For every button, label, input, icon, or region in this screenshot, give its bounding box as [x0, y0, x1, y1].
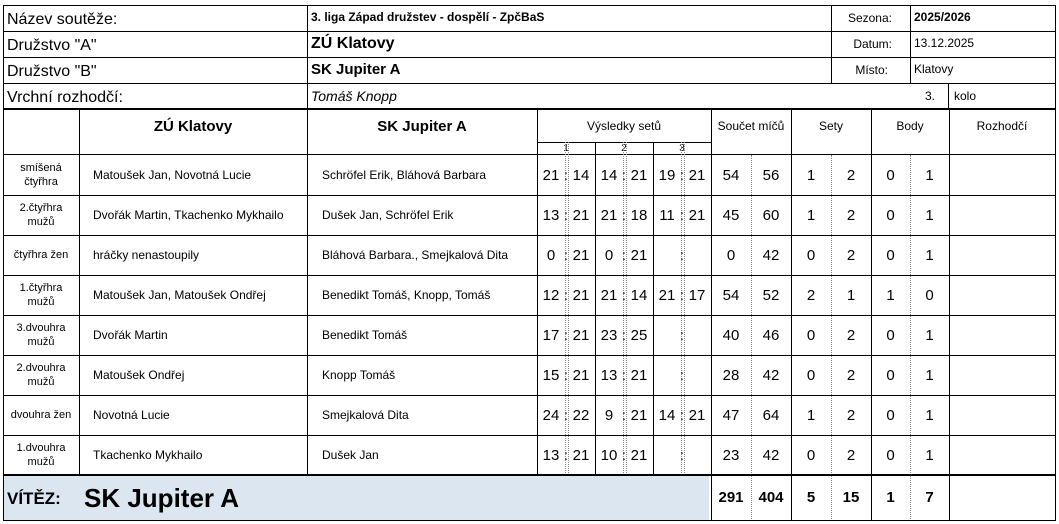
- round-number: 3.: [925, 89, 936, 103]
- set-score-separator: :: [564, 247, 568, 263]
- sets-won-a: 0: [806, 367, 816, 384]
- sets-won-a: 0: [806, 247, 816, 264]
- season-label: Sezona:: [847, 11, 892, 25]
- set1-score-b: 14: [572, 167, 590, 184]
- set3-score-a: 11: [659, 207, 675, 224]
- round-label: kolo: [954, 89, 977, 103]
- competition-value: 3. liga Západ družstev - dospělí - ZpčBaS: [311, 10, 545, 24]
- row-line: [3, 315, 1056, 316]
- col-set-2: 2: [621, 143, 627, 154]
- col-body: Body: [896, 119, 924, 133]
- points-sum-a: 47: [722, 407, 740, 424]
- header-line-2: [3, 57, 1056, 58]
- points-sum-b: 64: [762, 407, 780, 424]
- sets-won-b: 1: [846, 287, 856, 304]
- col-team-b: SK Jupiter A: [377, 118, 467, 135]
- set3-score-b: 21: [688, 207, 706, 224]
- set2-score-a: 13: [600, 367, 618, 384]
- set2-score-a: 21: [600, 207, 618, 224]
- team-a-value: ZÚ Klatovy: [311, 35, 395, 52]
- set1-score-a: 24: [542, 407, 560, 424]
- body-b: 1: [925, 207, 934, 224]
- col-sets: Sety: [818, 119, 843, 133]
- discipline: 1.čtyřhra mužů: [19, 282, 63, 308]
- set1-score-a: 13: [542, 447, 560, 464]
- date-value: 13.12.2025: [914, 36, 975, 50]
- col-set-results: Výsledky setů: [586, 119, 662, 133]
- body-b: 1: [925, 167, 934, 184]
- points-sum-b: 60: [762, 207, 780, 224]
- body-b: 1: [925, 367, 934, 384]
- player-b: Smejkalová Dita: [322, 408, 409, 422]
- header-line-4: [3, 108, 1056, 110]
- col-points-sum: Součet míčů: [717, 119, 785, 133]
- col-line-b: [307, 109, 308, 475]
- total-sets-a: 5: [806, 489, 816, 506]
- set-score-separator: :: [622, 447, 626, 463]
- totals-top-line: [3, 474, 1056, 476]
- points-sum-a: 45: [722, 207, 740, 224]
- set2-score-b: 21: [630, 367, 648, 384]
- set2-score-a: 14: [600, 167, 618, 184]
- set2-score-a: 21: [600, 287, 618, 304]
- set-score-separator: :: [680, 447, 684, 463]
- set2-score-b: 25: [630, 327, 648, 344]
- referee-label: Vrchní rozhodčí:: [7, 89, 123, 106]
- discipline: 3.dvouhra mužů: [16, 322, 66, 348]
- referee-value: Tomáš Knopp: [311, 88, 397, 104]
- player-b: Schröfel Erik, Bláhová Barbara: [322, 168, 487, 182]
- sets-won-b: 2: [846, 407, 856, 424]
- set-score-separator: :: [564, 207, 568, 223]
- set-score-separator: :: [622, 287, 626, 303]
- dot-set1: [565, 142, 566, 475]
- points-sum-a: 28: [722, 367, 740, 384]
- dot-set3: [681, 142, 682, 475]
- points-sum-a: 54: [722, 287, 740, 304]
- body-a: 0: [886, 407, 895, 424]
- set2-score-a: 10: [600, 447, 618, 464]
- set-score-separator: :: [680, 287, 684, 303]
- points-sum-a: 40: [722, 327, 740, 344]
- dot-set2: [623, 142, 624, 475]
- points-sum-a: 0: [726, 247, 736, 264]
- player-b: Dušek Jan, Schröfel Erik: [322, 208, 454, 222]
- sets-won-b: 2: [846, 367, 856, 384]
- place-label: Místo:: [855, 63, 888, 77]
- discipline: 1.dvouhra mužů: [16, 442, 66, 468]
- set-score-separator: :: [564, 407, 568, 423]
- player-b: Bláhová Barbara., Smejkalová Dita: [322, 248, 509, 262]
- sets-won-a: 0: [806, 327, 816, 344]
- discipline: smíšená čtyřhra: [20, 162, 62, 188]
- sets-won-a: 2: [806, 287, 816, 304]
- sets-won-a: 0: [806, 447, 816, 464]
- set3-score-b: 17: [688, 287, 706, 304]
- body-b: 1: [925, 407, 934, 424]
- set2-score-b: 21: [630, 447, 648, 464]
- set1-score-b: 21: [572, 367, 590, 384]
- sets-won-b: 2: [846, 447, 856, 464]
- set-score-separator: :: [622, 207, 626, 223]
- set1-score-a: 15: [542, 367, 560, 384]
- team-b-label: Družstvo "B": [7, 63, 97, 80]
- set1-score-a: 21: [542, 167, 560, 184]
- winner-label: VÍTĚZ:: [7, 489, 61, 508]
- set-score-separator: :: [680, 207, 684, 223]
- col-team-a: ZÚ Klatovy: [153, 118, 233, 135]
- dot-set1b: [568, 142, 569, 475]
- points-sum-b: 42: [762, 247, 780, 264]
- set-score-separator: :: [680, 367, 684, 383]
- discipline: 2.dvouhra mužů: [16, 362, 66, 388]
- player-a: Dvořák Martin, Tkachenko Mykhailo: [93, 208, 284, 222]
- row-line: [3, 275, 1056, 276]
- set-score-separator: :: [680, 327, 684, 343]
- set3-score-b: 21: [688, 407, 706, 424]
- total-body-a: 1: [886, 489, 895, 506]
- set2-score-b: 14: [630, 287, 648, 304]
- set-score-separator: :: [564, 447, 568, 463]
- player-a: hráčky nenastoupily: [93, 248, 200, 262]
- discipline: 2.čtyřhra mužů: [19, 202, 63, 228]
- player-a: Dvořák Martin: [93, 328, 168, 342]
- body-a: 0: [886, 167, 895, 184]
- set2-score-a: 23: [600, 327, 618, 344]
- set-score-separator: :: [564, 167, 568, 183]
- points-sum-a: 54: [722, 167, 740, 184]
- col-set-3: 3: [679, 143, 685, 154]
- row-line: [3, 435, 1056, 436]
- set1-score-b: 21: [572, 447, 590, 464]
- set-score-separator: :: [680, 247, 684, 263]
- date-label: Datum:: [853, 37, 892, 51]
- player-a: Novotná Lucie: [93, 408, 170, 422]
- points-sum-b: 42: [762, 447, 780, 464]
- set2-score-b: 21: [630, 247, 648, 264]
- col-line-set3: [653, 142, 654, 475]
- header-line-3: [3, 83, 1056, 84]
- set-score-separator: :: [564, 287, 568, 303]
- border-bottom: [3, 520, 1056, 521]
- set2-score-a: 0: [604, 247, 614, 264]
- body-a: 0: [886, 447, 895, 464]
- col-line-set2: [595, 142, 596, 475]
- set-score-separator: :: [622, 327, 626, 343]
- player-b: Benedikt Tomáš: [322, 328, 408, 342]
- header-divider-round: [948, 83, 949, 109]
- points-sum-b: 42: [762, 367, 780, 384]
- dot-set2b: [626, 142, 627, 475]
- sets-won-b: 2: [846, 247, 856, 264]
- points-sum-b: 56: [762, 167, 780, 184]
- set1-score-b: 22: [572, 407, 590, 424]
- player-b: Knopp Tomáš: [322, 368, 396, 382]
- col-line-a: [79, 109, 80, 475]
- body-a: 0: [886, 207, 895, 224]
- body-b: 1: [925, 447, 934, 464]
- border-left: [3, 5, 4, 521]
- sets-won-a: 1: [806, 407, 816, 424]
- row-line: [3, 355, 1056, 356]
- points-sum-a: 23: [722, 447, 740, 464]
- col-referee: Rozhodčí: [976, 119, 1028, 133]
- total-body-b: 7: [925, 489, 934, 506]
- body-b: 0: [925, 287, 934, 304]
- player-a: Matoušek Jan, Matoušek Ondřej: [93, 288, 266, 302]
- sets-won-a: 1: [806, 167, 816, 184]
- team-b-value: SK Jupiter A: [311, 61, 401, 78]
- row-line: [3, 235, 1056, 236]
- player-b: Dušek Jan: [322, 448, 379, 462]
- set2-score-b: 21: [630, 407, 648, 424]
- set3-score-a: 14: [658, 407, 676, 424]
- set1-score-b: 21: [572, 327, 590, 344]
- set-score-separator: :: [680, 407, 684, 423]
- discipline: čtyřhra žen: [13, 249, 69, 261]
- body-a: 0: [886, 327, 895, 344]
- player-a: Matoušek Jan, Novotná Lucie: [93, 168, 252, 182]
- row-line: [3, 195, 1056, 196]
- set-score-separator: :: [622, 247, 626, 263]
- set1-score-b: 21: [572, 207, 590, 224]
- set-score-separator: :: [564, 367, 568, 383]
- body-b: 1: [925, 247, 934, 264]
- body-a: 0: [886, 247, 895, 264]
- set-score-separator: :: [622, 367, 626, 383]
- set1-score-a: 12: [542, 287, 560, 304]
- set-score-separator: :: [622, 167, 626, 183]
- set-score-separator: :: [564, 327, 568, 343]
- set1-score-a: 13: [542, 207, 560, 224]
- set2-score-b: 18: [630, 207, 648, 224]
- team-a-label: Družstvo "A": [7, 37, 97, 54]
- discipline: dvouhra žen: [10, 409, 72, 421]
- sets-won-b: 2: [846, 207, 856, 224]
- body-b: 1: [925, 327, 934, 344]
- season-value: 2025/2026: [914, 10, 971, 24]
- player-b: Benedikt Tomáš, Knopp, Tomáš: [322, 288, 491, 302]
- points-sum-b: 52: [762, 287, 780, 304]
- total-points-a: 291: [718, 489, 744, 506]
- set-score-separator: :: [622, 407, 626, 423]
- dot-set3b: [684, 142, 685, 475]
- set1-score-b: 21: [572, 287, 590, 304]
- set3-score-a: 21: [658, 287, 676, 304]
- sets-won-b: 2: [846, 167, 856, 184]
- set3-score-a: 19: [658, 167, 676, 184]
- set1-score-a: 17: [542, 327, 560, 344]
- total-points-b: 404: [758, 489, 784, 506]
- player-a: Matoušek Ondřej: [93, 368, 185, 382]
- set3-score-b: 21: [688, 167, 706, 184]
- set-score-separator: :: [680, 167, 684, 183]
- row-line: [3, 395, 1056, 396]
- set1-score-a: 0: [546, 247, 556, 264]
- header-divider-meta-value: [910, 5, 911, 83]
- sets-won-b: 2: [846, 327, 856, 344]
- border-top: [3, 5, 1056, 6]
- header-line-1: [3, 31, 1056, 32]
- place-value: Klatovy: [914, 62, 954, 76]
- border-right: [1055, 5, 1056, 521]
- points-sum-b: 46: [762, 327, 780, 344]
- set2-score-a: 9: [604, 407, 614, 424]
- column-header-bottom: [3, 154, 1056, 155]
- winner-value: SK Jupiter A: [84, 483, 240, 513]
- body-a: 1: [886, 287, 895, 304]
- set2-score-b: 21: [630, 167, 648, 184]
- player-a: Tkachenko Mykhailo: [93, 448, 203, 462]
- sets-won-a: 1: [806, 207, 816, 224]
- competition-label: Název soutěže:: [7, 11, 118, 28]
- total-sets-b: 15: [842, 489, 860, 506]
- header-divider-label: [307, 5, 308, 109]
- set1-score-b: 21: [572, 247, 590, 264]
- body-a: 0: [886, 367, 895, 384]
- col-set-1: 1: [563, 143, 569, 154]
